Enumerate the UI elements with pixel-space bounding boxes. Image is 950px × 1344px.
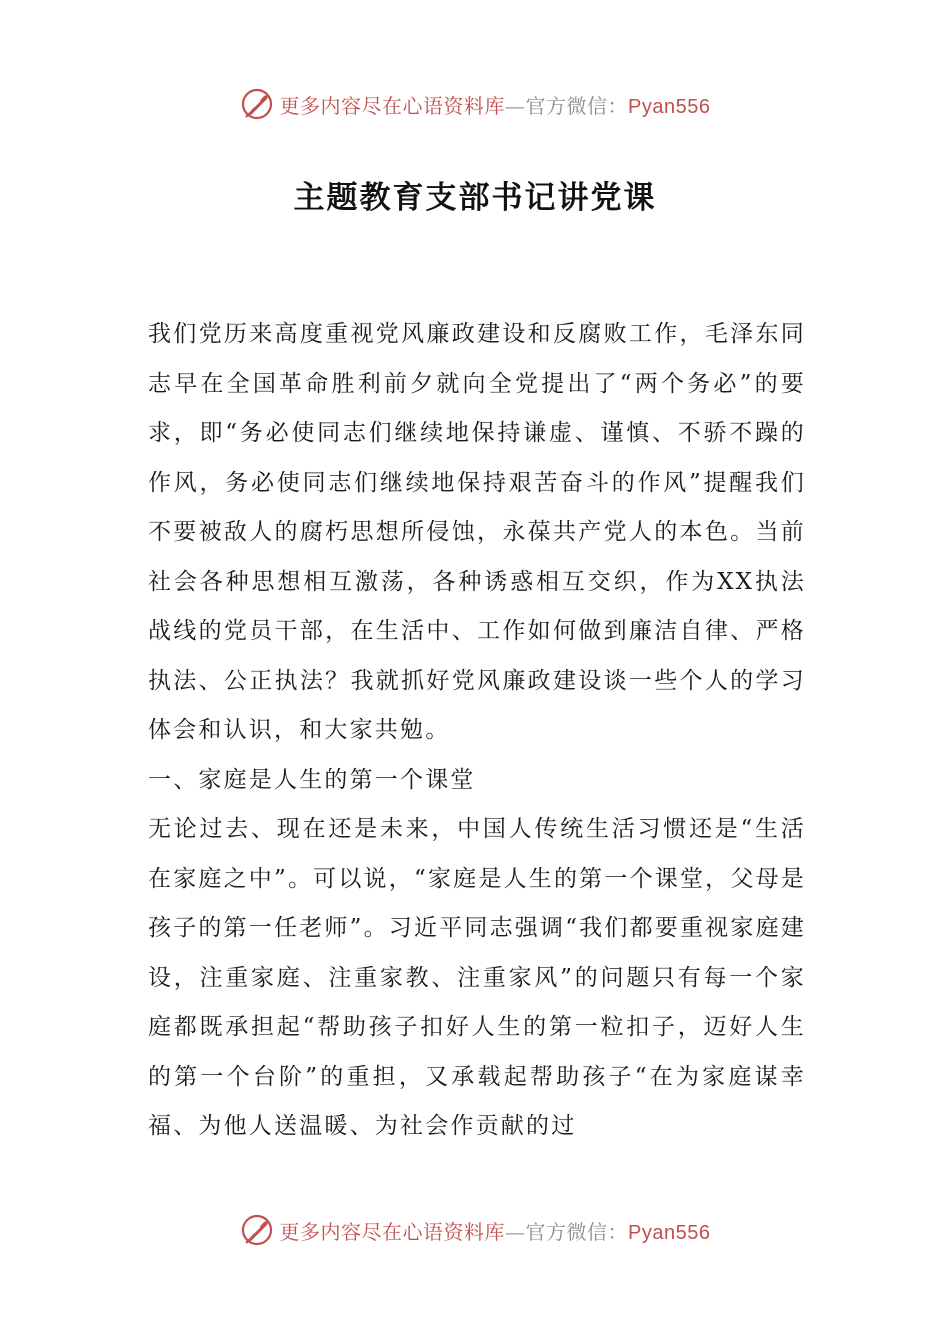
banner-wechat-label: 官方微信： — [525, 93, 629, 118]
banner-wechat-id: Pyan556 — [628, 1221, 711, 1244]
document-title: 主题教育支部书记讲党课 — [293, 180, 657, 216]
section-heading-1: 一、家庭是人生的第一个课堂 — [148, 766, 476, 793]
quill-pen-logo-icon — [240, 1213, 274, 1247]
footer-banner — [0, 1210, 950, 1250]
banner-brand-text: 更多内容尽在心语资料库 — [279, 1219, 506, 1244]
quill-pen-logo-icon — [240, 87, 274, 121]
banner-wechat-label: 官方微信： — [525, 1219, 629, 1244]
document-body — [148, 310, 806, 1152]
banner-text — [280, 1216, 711, 1245]
banner-wechat-id: Pyan556 — [628, 95, 711, 118]
header-banner — [0, 84, 950, 124]
banner-separator: — — [505, 1219, 526, 1244]
banner-separator: — — [505, 93, 526, 118]
paragraph-intro: 我们党历来高度重视党风廉政建设和反腐败工作，毛泽东同志早在全国革命胜利前夕就向全党提出了“两个务必”的要求，即“务必使同志们继续地保持谦虚、谨慎、不骄不躁的作风，务必使同志们继续地保持艰苦奋斗的作风”提醒我们不要被敌人的腐朽思想所侵蚀，永葆共产党人的本色。当前社会各种思想相互激荡，各种诱惑相互交织，作为XX执法战线的党员干部，在生活中、工作如何做到廉洁自律、严格执法、公正执法？我就抓好党风廉政建设谈一些个人的学习体会和认识，和大家共勉。 — [148, 321, 806, 743]
banner-text — [280, 90, 711, 119]
paragraph-family: 无论过去、现在还是未来，中国人传统生活习惯还是“生活在家庭之中”。可以说，“家庭是人生的第一个课堂，父母是孩子的第一任老师”。习近平同志强调“我们都要重视家庭建设，注重家庭、注重家教、注重家风”的问题只有每一个家庭都既承担起“帮助孩子扣好人生的第一粒扣子，迈好人生的第一个台阶”的重担，又承载起帮助孩子“在为家庭谋幸福、为他人送温暖、为社会作贡献的过 — [148, 816, 806, 1139]
banner-brand-text: 更多内容尽在心语资料库 — [279, 93, 506, 118]
